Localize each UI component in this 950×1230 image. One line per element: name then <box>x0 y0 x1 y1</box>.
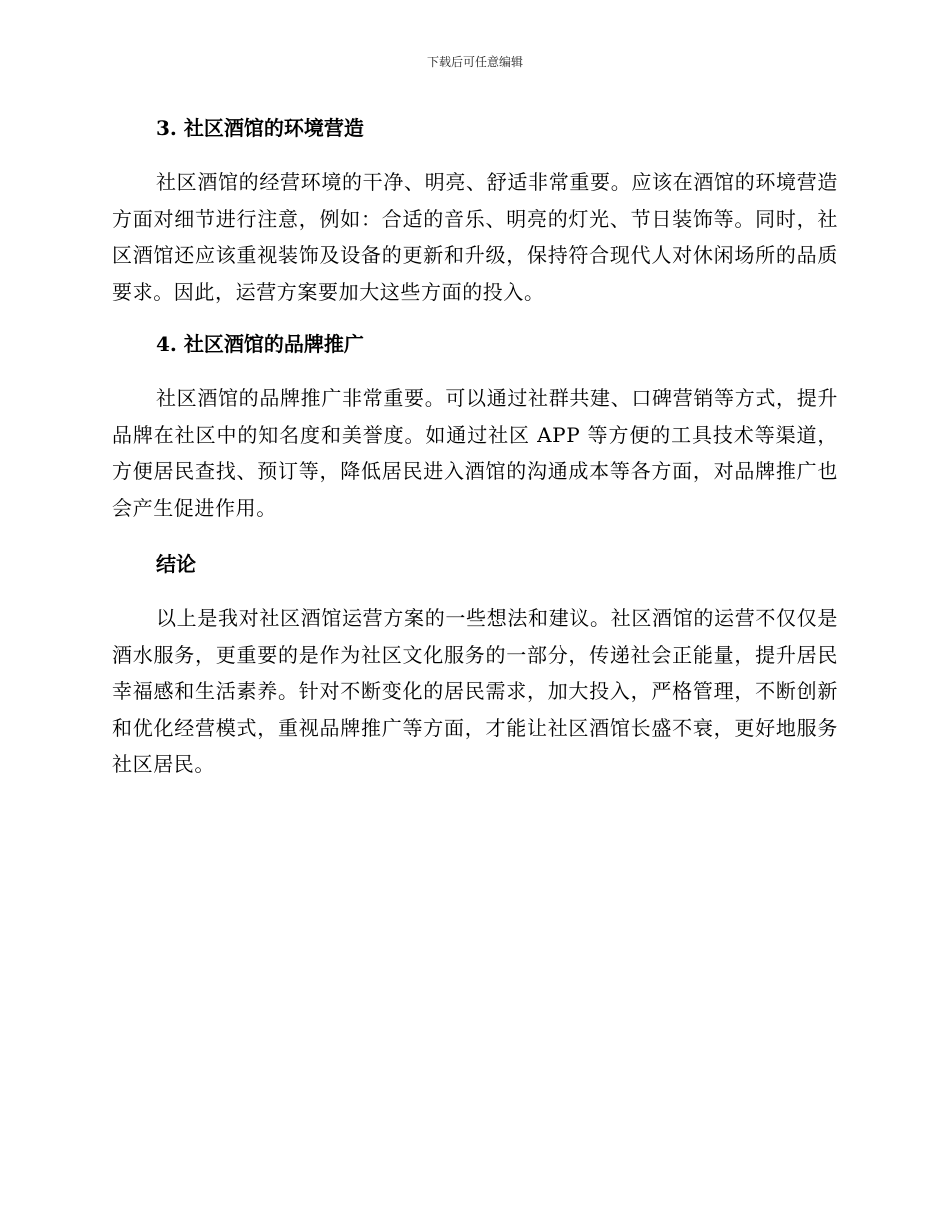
section-heading-branding: 4. 社区酒馆的品牌推广 <box>156 332 364 356</box>
section-heading-conclusion: 结论 <box>156 552 196 576</box>
section-paragraph-branding: 社区酒馆的品牌推广非常重要。可以通过社群共建、口碑营销等方式，提升品牌在社区中的知名度和美誉度。如通过社区 APP 等方便的工具技术等渠道，方便居民查找、预订等，降低居民进入酒馆的沟通成本等各方面，对品牌推广也会产生促进作用。 <box>112 386 838 520</box>
page-header: 下载后可任意编辑 <box>426 55 523 69</box>
section-heading-environment: 3. 社区酒馆的环境营造 <box>156 116 364 140</box>
section-paragraph-conclusion: 以上是我对社区酒馆运营方案的一些想法和建议。社区酒馆的运营不仅仅是酒水服务，更重要的是作为社区文化服务的一部分，传递社会正能量，提升居民幸福感和生活素养。针对不断变化的居民需求，加大投入，严格管理，不断创新和优化经营模式，重视品牌推广等方面，才能让社区酒馆长盛不衰，更好地服务社区居民。 <box>112 606 838 776</box>
section-paragraph-environment: 社区酒馆的经营环境的干净、明亮、舒适非常重要。应该在酒馆的环境营造方面对细节进行注意，例如：合适的音乐、明亮的灯光、节日装饰等。同时，社区酒馆还应该重视装饰及设备的更新和升级，保持符合现代人对休闲场所的品质要求。因此，运营方案要加大这些方面的投入。 <box>112 170 838 304</box>
document-body <box>112 110 838 783</box>
